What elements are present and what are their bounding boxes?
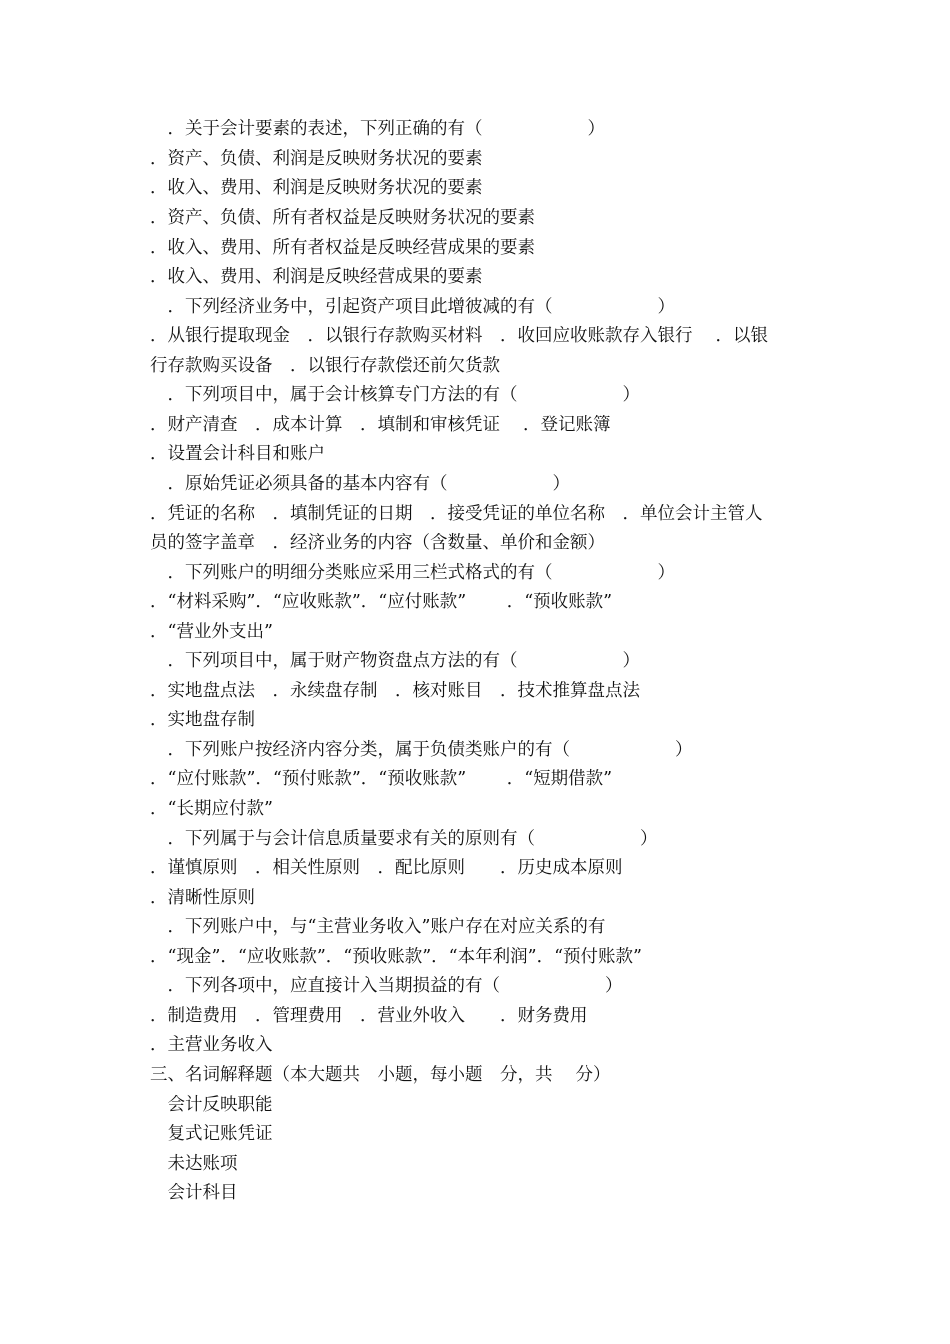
answer-option: ．设置会计科目和账户 (150, 444, 325, 464)
answer-option: ．收入、费用、利润是反映财务状况的要素 (150, 178, 483, 198)
term-item: 未达账项 (150, 1154, 238, 1174)
section-heading: 三、名词解释题（本大题共 小题，每小题 分，共 分） (150, 1065, 611, 1085)
question-stem: ．下列属于与会计信息质量要求有关的原则有（ ） (150, 829, 658, 849)
question-stem: ．下列账户中，与“主营业务收入”账户存在对应关系的有 (150, 917, 606, 937)
question-stem: ．下列账户的明细分类账应采用三栏式格式的有（ ） (150, 563, 675, 583)
question-stem: ．下列项目中，属于财产物资盘点方法的有（ ） (150, 651, 640, 671)
answer-option: ．主营业务收入 (150, 1035, 273, 1055)
answer-option: ．从银行提取现金 ．以银行存款购买材料 ．收回应收账款存入银行 ．以银 (150, 326, 769, 346)
answer-option: ．“长期应付款” (150, 799, 273, 819)
question-stem: ．下列经济业务中，引起资产项目此增彼减的有（ ） (150, 297, 675, 317)
question-stem: ．下列各项中，应直接计入当期损益的有（ ） (150, 976, 623, 996)
answer-option: ．制造费用 ．管理费用 ．营业外收入 ．财务费用 (150, 1006, 588, 1026)
answer-option: ．财产清查 ．成本计算 ．填制和审核凭证 ．登记账簿 (150, 415, 611, 435)
answer-option: ．实地盘点法 ．永续盘存制 ．核对账目 ．技术推算盘点法 (150, 681, 640, 701)
answer-option: ．资产、负债、所有者权益是反映财务状况的要素 (150, 208, 535, 228)
term-item: 会计科目 (150, 1183, 238, 1203)
answer-option: ．资产、负债、利润是反映财务状况的要素 (150, 149, 483, 169)
term-item: 复式记账凭证 (150, 1124, 273, 1144)
term-item: 会计反映职能 (150, 1095, 273, 1115)
question-stem: ．下列项目中，属于会计核算专门方法的有（ ） (150, 385, 640, 405)
question-stem: ．下列账户按经济内容分类，属于负债类账户的有（ ） (150, 740, 693, 760)
answer-option: 员的签字盖章 ．经济业务的内容（含数量、单价和金额） (150, 533, 605, 553)
question-stem: ．关于会计要素的表述，下列正确的有（ ） (150, 119, 605, 139)
answer-option: ．“材料采购”．“应收账款”．“应付账款” ．“预收账款” (150, 592, 613, 612)
question-stem: ．原始凭证必须具备的基本内容有（ ） (150, 474, 570, 494)
answer-option: ．清晰性原则 (150, 888, 255, 908)
answer-option: ．“应付账款”．“预付账款”．“预收账款” ．“短期借款” (150, 769, 613, 789)
answer-option: ．收入、费用、所有者权益是反映经营成果的要素 (150, 238, 535, 258)
answer-option: ．“营业外支出” (150, 622, 273, 642)
answer-option: 行存款购买设备 ．以银行存款偿还前欠货款 (150, 356, 500, 376)
answer-option: ．凭证的名称 ．填制凭证的日期 ．接受凭证的单位名称 ．单位会计主管人 (150, 504, 763, 524)
answer-option: ．谨慎原则 ．相关性原则 ．配比原则 ．历史成本原则 (150, 858, 623, 878)
answer-option: ．收入、费用、利润是反映经营成果的要素 (150, 267, 483, 287)
answer-option: ．“现金”．“应收账款”．“预收账款”．“本年利润”．“预付账款” (150, 947, 642, 967)
answer-option: ．实地盘存制 (150, 710, 255, 730)
